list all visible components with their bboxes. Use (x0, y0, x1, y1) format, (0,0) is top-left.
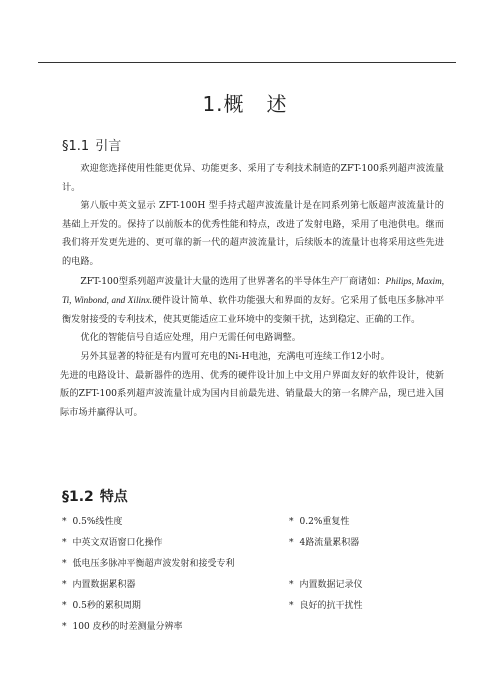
section-heading-intro (62, 135, 121, 154)
header-rule (38, 62, 456, 63)
bullet-icon: * (62, 517, 67, 527)
feature-item: * 4路流量累积器 (289, 538, 360, 548)
feature-row (62, 512, 444, 533)
section-title: 特点 (99, 489, 128, 505)
feature-item: * 良好的抗干扰性 (289, 601, 363, 611)
chapter-number: 1. (202, 92, 224, 116)
bullet-icon: * (289, 580, 294, 590)
feature-item: * 0.2%重复性 (289, 517, 350, 527)
paragraph: 欢迎您选择使用性能更优异、功能更多、采用了专利技术制造的ZFT-100系列超声波流量计。 (62, 163, 444, 193)
chapter-title (0, 88, 490, 117)
bullet-icon: * (62, 580, 67, 590)
bullet-icon: * (62, 538, 67, 548)
chapter-title-char-1: 概 (223, 92, 245, 116)
feature-row (62, 617, 444, 638)
bullet-icon: * (289, 538, 294, 548)
feature-row (62, 554, 444, 575)
bullet-icon: * (289, 517, 294, 527)
section-number: §1.1 (62, 139, 90, 154)
paragraph-start: ZFT-100型系列超声波量计大量的选用了世界著名的半导体生产厂商诸如： (80, 275, 386, 287)
paragraph: 第八版中英文显示 ZFT-100H 型手持式超声波流量计是在同系列第七版超声波流量计的基础上开发的。保持了以前版本的优秀性能和特点，改进了发射电路，采用了电池供电。继而我们将开发更先进的、更可靠的新一代的超声波流量计，后续版本的流量计也将采用这些先进的电路。 (62, 200, 444, 267)
feature-row (62, 575, 444, 596)
feature-row (62, 596, 444, 617)
section-heading-features (62, 486, 128, 506)
paragraph: 另外其显著的特征是有内置可充电的Ni-H电池，充满电可连续工作12小时。 (80, 350, 390, 362)
feature-row (62, 533, 444, 554)
section-number: §1.2 (62, 489, 94, 505)
bullet-icon: * (289, 601, 294, 611)
chapter-title-char-2: 述 (266, 92, 288, 116)
feature-list (62, 512, 444, 638)
bullet-icon: * (62, 622, 67, 632)
feature-item: * 内置数据记录仪 (289, 580, 363, 590)
feature-item: * 内置数据累积器 (62, 580, 136, 590)
bullet-icon: * (62, 559, 67, 569)
brand-list: Philips, Maxim, Ti, Winbond, and Xilinx. (62, 275, 444, 306)
feature-item: * 100 皮秒的时差测量分辨率 (62, 622, 183, 632)
intro-text (62, 160, 444, 422)
paragraph-end: 硬件设计简单、软件功能强大和界面的友好。它采用了低电压多脉冲平衡发射接受的专利技术，使其更能适应工业环境中的变频干扰，达到稳定、正确的工作。 (62, 295, 445, 325)
section-title: 引言 (95, 139, 122, 154)
feature-item: * 0.5秒的累积周期 (62, 601, 141, 611)
bullet-icon: * (62, 601, 67, 611)
feature-item: * 低电压多脉冲平衡超声波发射和接受专利 (62, 559, 235, 569)
paragraph: 优化的智能信号自适应处理，用户无需任何电路调整。 (80, 332, 301, 344)
paragraph (62, 272, 444, 330)
feature-item: * 中英文双语窗口化操作 (62, 538, 163, 548)
paragraph: 先进的电路设计、最新器件的选用、优秀的硬件设计加上中文用户界面友好的软件设计，使新版的ZFT-100系列超声波流量计成为国内目前最先进、销量最大的第一名牌产品，现已进入国际市场并赢得认可。 (60, 369, 444, 418)
feature-item: * 0.5%线性度 (62, 517, 123, 527)
